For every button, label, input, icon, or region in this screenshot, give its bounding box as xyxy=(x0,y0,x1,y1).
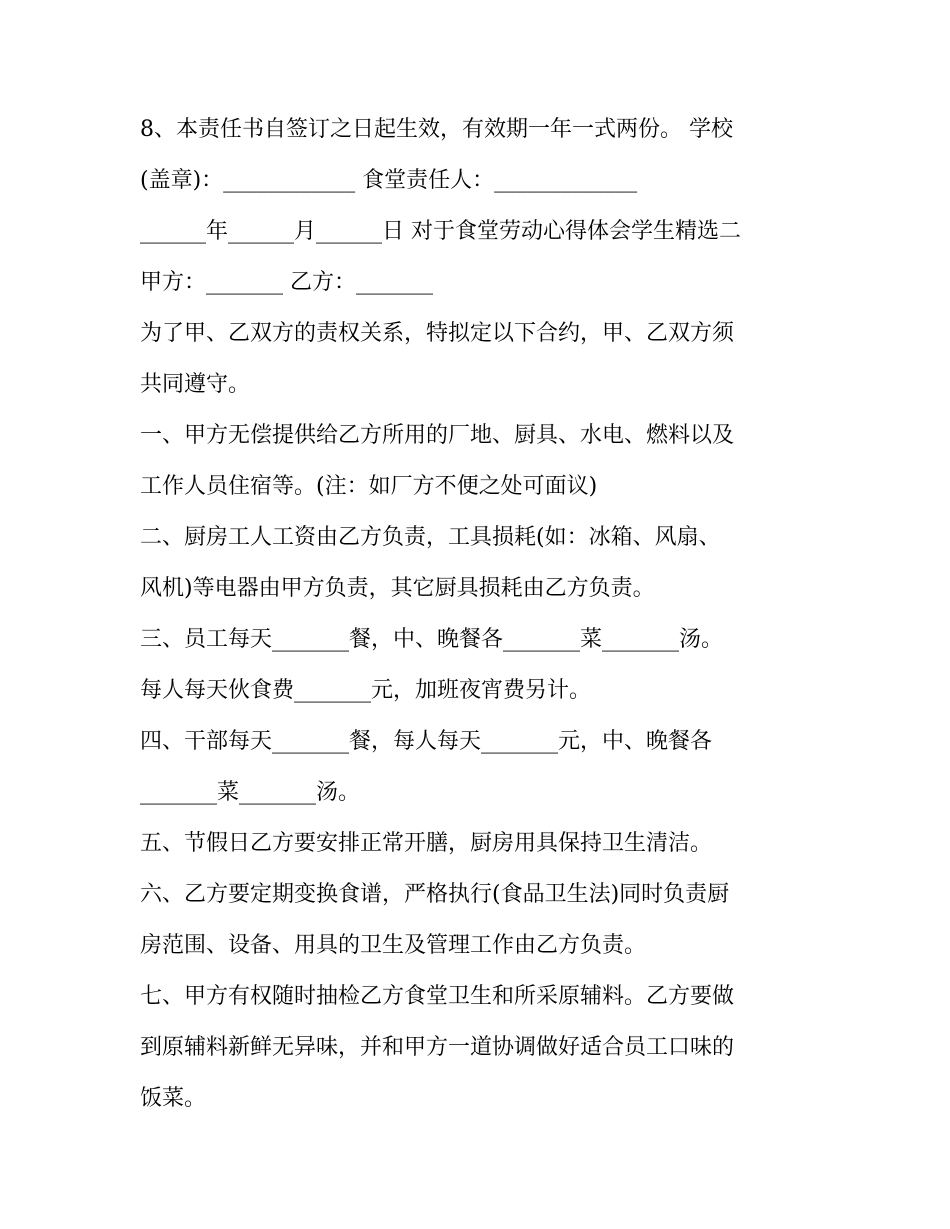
text-line-clause-2-cont: 风机)等电器由甲方负责，其它厨具损耗由乙方负责。 xyxy=(140,576,655,601)
text-line-clause-7: 七、甲方有权随时抽检乙方食堂卫生和所采原辅料。乙方要做 xyxy=(140,984,735,1009)
text-line-clause-6: 六、乙方要定期变换食谱，严格执行(食品卫生法)同时负责厨 xyxy=(140,882,730,907)
text-line-school-seal: (盖章)：____________ 食堂责任人：_____________ xyxy=(140,168,638,193)
text-line-clause-7-cont: 到原辅料新鲜无异味，并和甲方一道协调做好适合员工口味的 xyxy=(140,1035,735,1060)
text-line-effective-date: 8、本责任书自签订之日起生效，有效期一年一式两份。 学校 xyxy=(140,117,733,142)
text-line-clause-2: 二、厨房工人工资由乙方负责，工具损耗(如：冰箱、风扇、 xyxy=(140,525,721,550)
text-line-clause-4-cont: _______菜_______汤。 xyxy=(140,780,361,805)
text-line-clause-7-end: 饭菜。 xyxy=(140,1086,207,1111)
text-line-intro: 为了甲、乙双方的责权关系，特拟定以下合约，甲、乙双方须 xyxy=(140,321,735,346)
text-line-parties: 甲方：_______ 乙方：_______ xyxy=(140,270,433,295)
text-line-clause-1-cont: 工作人员住宿等。(注：如厂方不便之处可面议) xyxy=(140,474,598,499)
text-line-clause-3-cont: 每人每天伙食费_______元，加班夜宵费另计。 xyxy=(140,678,592,703)
document-body xyxy=(140,104,812,1124)
text-line-intro-cont: 共同遵守。 xyxy=(140,372,251,397)
text-line-date-and-title: ______年______月______日 对于食堂劳动心得体会学生精选二 xyxy=(140,219,741,244)
text-line-clause-1: 一、甲方无偿提供给乙方所用的厂地、厨具、水电、燃料以及 xyxy=(140,423,735,448)
text-line-clause-6-cont: 房范围、设备、用具的卫生及管理工作由乙方负责。 xyxy=(140,933,647,958)
text-line-clause-4: 四、干部每天_______餐，每人每天_______元，中、晚餐各 xyxy=(140,729,713,754)
text-line-clause-3: 三、员工每天_______餐，中、晚餐各_______菜_______汤。 xyxy=(140,627,724,652)
text-line-clause-5: 五、节假日乙方要安排正常开膳，厨房用具保持卫生清洁。 xyxy=(140,831,713,856)
